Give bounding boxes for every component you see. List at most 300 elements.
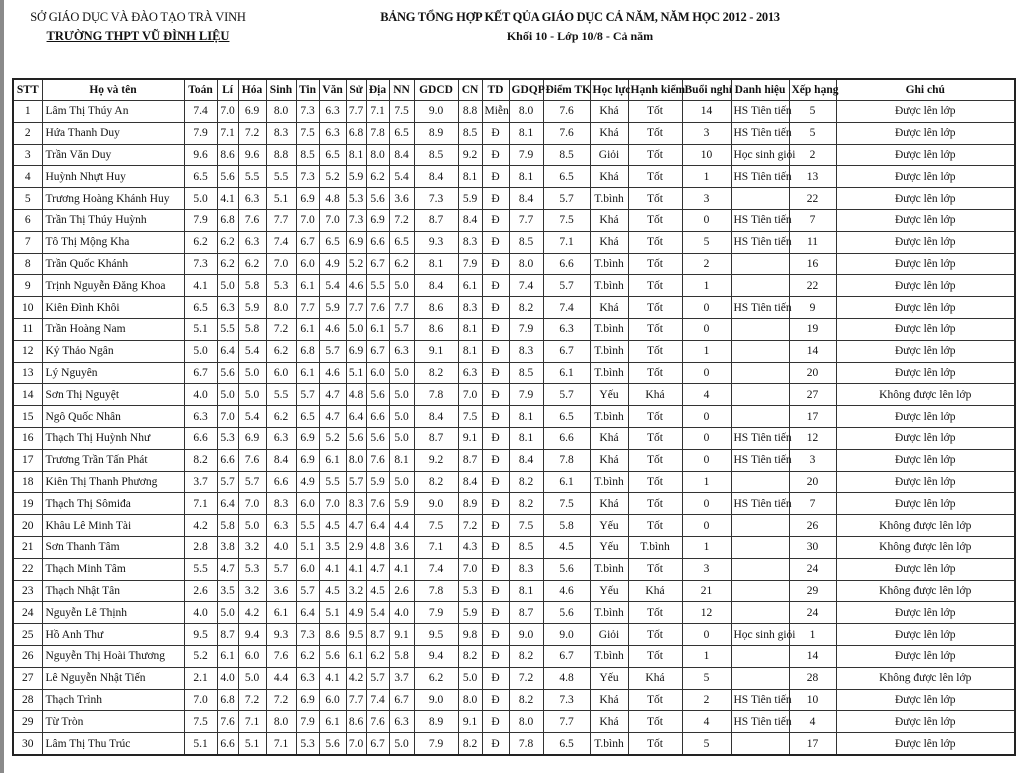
cell-defense-ed: 8.2 bbox=[509, 493, 543, 515]
cell-name: Trương Hoàng Khánh Huy bbox=[42, 188, 184, 210]
cell-average-score: 6.7 bbox=[543, 645, 590, 667]
cell-title-award: HS Tiên tiến bbox=[731, 101, 789, 123]
cell-academic-rank: Yếu bbox=[590, 515, 628, 537]
cell-conduct: Tốt bbox=[628, 558, 682, 580]
cell-chemistry: 5.9 bbox=[238, 297, 266, 319]
cell-history: 4.2 bbox=[346, 667, 366, 689]
cell-ranking: 12 bbox=[789, 427, 836, 449]
cell-civics: 9.0 bbox=[414, 101, 458, 123]
cell-informatics: 6.9 bbox=[296, 689, 319, 711]
cell-physical-ed: Đ bbox=[482, 275, 509, 297]
cell-geography: 7.8 bbox=[366, 122, 389, 144]
cell-defense-ed: 8.4 bbox=[509, 188, 543, 210]
cell-informatics: 7.9 bbox=[296, 711, 319, 733]
cell-defense-ed: 8.4 bbox=[509, 449, 543, 471]
cell-ranking: 11 bbox=[789, 231, 836, 253]
cell-informatics: 5.1 bbox=[296, 536, 319, 558]
cell-physics: 5.7 bbox=[217, 471, 238, 493]
cell-absences: 0 bbox=[682, 362, 731, 384]
cell-foreign-language: 5.9 bbox=[389, 493, 414, 515]
cell-academic-rank: Khá bbox=[590, 427, 628, 449]
cell-history: 7.0 bbox=[346, 733, 366, 755]
cell-chemistry: 7.6 bbox=[238, 449, 266, 471]
cell-defense-ed: 9.0 bbox=[509, 624, 543, 646]
cell-stt: 26 bbox=[13, 645, 42, 667]
cell-physics: 6.4 bbox=[217, 493, 238, 515]
cell-conduct: Tốt bbox=[628, 515, 682, 537]
cell-biology: 8.0 bbox=[266, 297, 296, 319]
cell-math: 5.5 bbox=[184, 558, 217, 580]
cell-defense-ed: 8.1 bbox=[509, 122, 543, 144]
cell-note: Được lên lớp bbox=[836, 318, 1015, 340]
cell-ranking: 7 bbox=[789, 209, 836, 231]
table-row bbox=[13, 231, 1015, 253]
cell-average-score: 5.7 bbox=[543, 275, 590, 297]
cell-physics: 6.6 bbox=[217, 449, 238, 471]
cell-conduct: Tốt bbox=[628, 602, 682, 624]
cell-academic-rank: T.bình bbox=[590, 406, 628, 428]
col-header-geography: Địa bbox=[366, 79, 389, 101]
cell-physical-ed: Đ bbox=[482, 471, 509, 493]
cell-technology: 7.0 bbox=[458, 558, 482, 580]
cell-biology: 8.4 bbox=[266, 449, 296, 471]
cell-absences: 21 bbox=[682, 580, 731, 602]
col-header-average-score: Điểm TK bbox=[543, 79, 590, 101]
cell-name: Trần Thị Thúy Huỳnh bbox=[42, 209, 184, 231]
cell-informatics: 6.9 bbox=[296, 449, 319, 471]
cell-technology: 8.9 bbox=[458, 493, 482, 515]
col-header-name: Họ và tên bbox=[42, 79, 184, 101]
cell-note: Được lên lớp bbox=[836, 427, 1015, 449]
cell-title-award bbox=[731, 384, 789, 406]
cell-name: Hồ Anh Thư bbox=[42, 624, 184, 646]
cell-absences: 0 bbox=[682, 209, 731, 231]
cell-physics: 6.8 bbox=[217, 689, 238, 711]
cell-biology: 5.3 bbox=[266, 275, 296, 297]
cell-physics: 8.6 bbox=[217, 144, 238, 166]
cell-foreign-language: 5.0 bbox=[389, 427, 414, 449]
cell-academic-rank: Yếu bbox=[590, 536, 628, 558]
cell-technology: 8.4 bbox=[458, 209, 482, 231]
cell-ranking: 20 bbox=[789, 471, 836, 493]
cell-ranking: 4 bbox=[789, 711, 836, 733]
cell-physics: 7.0 bbox=[217, 101, 238, 123]
cell-informatics: 7.0 bbox=[296, 209, 319, 231]
cell-stt: 8 bbox=[13, 253, 42, 275]
cell-stt: 10 bbox=[13, 297, 42, 319]
cell-technology: 9.2 bbox=[458, 144, 482, 166]
cell-biology: 8.8 bbox=[266, 144, 296, 166]
cell-ranking: 22 bbox=[789, 188, 836, 210]
cell-physical-ed: Đ bbox=[482, 188, 509, 210]
table-row bbox=[13, 689, 1015, 711]
cell-foreign-language: 4.4 bbox=[389, 515, 414, 537]
cell-technology: 8.1 bbox=[458, 318, 482, 340]
cell-average-score: 7.4 bbox=[543, 297, 590, 319]
cell-note: Được lên lớp bbox=[836, 275, 1015, 297]
cell-biology: 7.6 bbox=[266, 645, 296, 667]
cell-technology: 8.2 bbox=[458, 733, 482, 755]
cell-civics: 8.4 bbox=[414, 166, 458, 188]
col-header-biology: Sinh bbox=[266, 79, 296, 101]
cell-literature: 4.5 bbox=[319, 580, 346, 602]
cell-ranking: 29 bbox=[789, 580, 836, 602]
cell-average-score: 5.7 bbox=[543, 384, 590, 406]
cell-physics: 5.6 bbox=[217, 362, 238, 384]
cell-stt: 22 bbox=[13, 558, 42, 580]
cell-biology: 5.5 bbox=[266, 166, 296, 188]
cell-ranking: 24 bbox=[789, 602, 836, 624]
cell-physical-ed: Đ bbox=[482, 406, 509, 428]
cell-math: 5.0 bbox=[184, 340, 217, 362]
cell-physical-ed: Đ bbox=[482, 144, 509, 166]
cell-history: 4.7 bbox=[346, 515, 366, 537]
cell-math: 4.0 bbox=[184, 384, 217, 406]
cell-math: 5.0 bbox=[184, 188, 217, 210]
cell-literature: 6.5 bbox=[319, 231, 346, 253]
cell-chemistry: 5.4 bbox=[238, 340, 266, 362]
cell-conduct: Khá bbox=[628, 580, 682, 602]
cell-literature: 5.2 bbox=[319, 166, 346, 188]
cell-biology: 6.6 bbox=[266, 471, 296, 493]
cell-stt: 9 bbox=[13, 275, 42, 297]
cell-civics: 8.9 bbox=[414, 122, 458, 144]
cell-technology: 7.0 bbox=[458, 384, 482, 406]
cell-absences: 0 bbox=[682, 624, 731, 646]
cell-literature: 4.6 bbox=[319, 318, 346, 340]
cell-math: 3.7 bbox=[184, 471, 217, 493]
table-row bbox=[13, 711, 1015, 733]
cell-biology: 6.1 bbox=[266, 602, 296, 624]
cell-name: Ngô Quốc Nhân bbox=[42, 406, 184, 428]
cell-ranking: 22 bbox=[789, 275, 836, 297]
cell-physics: 6.4 bbox=[217, 340, 238, 362]
cell-technology: 7.9 bbox=[458, 253, 482, 275]
cell-academic-rank: T.bình bbox=[590, 733, 628, 755]
cell-literature: 4.7 bbox=[319, 406, 346, 428]
cell-average-score: 7.5 bbox=[543, 493, 590, 515]
cell-ranking: 26 bbox=[789, 515, 836, 537]
cell-conduct: Khá bbox=[628, 384, 682, 406]
cell-civics: 8.9 bbox=[414, 711, 458, 733]
cell-math: 6.6 bbox=[184, 427, 217, 449]
cell-biology: 6.3 bbox=[266, 427, 296, 449]
cell-conduct: Tốt bbox=[628, 645, 682, 667]
cell-geography: 4.7 bbox=[366, 558, 389, 580]
cell-literature: 5.4 bbox=[319, 275, 346, 297]
cell-conduct: Tốt bbox=[628, 166, 682, 188]
department-name: SỞ GIÁO DỤC VÀ ĐÀO TẠO TRÀ VINH bbox=[30, 10, 246, 24]
header-right bbox=[370, 10, 790, 44]
cell-physical-ed: Đ bbox=[482, 166, 509, 188]
cell-physical-ed: Đ bbox=[482, 689, 509, 711]
cell-technology: 6.1 bbox=[458, 275, 482, 297]
cell-ranking: 2 bbox=[789, 144, 836, 166]
cell-informatics: 6.0 bbox=[296, 558, 319, 580]
cell-ranking: 14 bbox=[789, 340, 836, 362]
cell-average-score: 5.8 bbox=[543, 515, 590, 537]
cell-title-award: HS Tiên tiến bbox=[731, 711, 789, 733]
cell-defense-ed: 7.4 bbox=[509, 275, 543, 297]
cell-ranking: 19 bbox=[789, 318, 836, 340]
cell-physics: 7.6 bbox=[217, 711, 238, 733]
cell-chemistry: 6.2 bbox=[238, 253, 266, 275]
cell-civics: 9.5 bbox=[414, 624, 458, 646]
cell-name: Thạch Thị Sômiđa bbox=[42, 493, 184, 515]
cell-history: 7.3 bbox=[346, 209, 366, 231]
cell-history: 6.8 bbox=[346, 122, 366, 144]
cell-stt: 20 bbox=[13, 515, 42, 537]
cell-average-score: 7.6 bbox=[543, 122, 590, 144]
cell-academic-rank: T.bình bbox=[590, 188, 628, 210]
cell-note: Được lên lớp bbox=[836, 602, 1015, 624]
cell-geography: 6.0 bbox=[366, 362, 389, 384]
cell-absences: 0 bbox=[682, 297, 731, 319]
cell-math: 4.0 bbox=[184, 602, 217, 624]
cell-defense-ed: 7.2 bbox=[509, 667, 543, 689]
cell-physical-ed: Đ bbox=[482, 536, 509, 558]
cell-name: Thạch Minh Tâm bbox=[42, 558, 184, 580]
cell-academic-rank: Khá bbox=[590, 297, 628, 319]
cell-title-award bbox=[731, 515, 789, 537]
cell-physics: 5.3 bbox=[217, 427, 238, 449]
cell-biology: 6.3 bbox=[266, 515, 296, 537]
cell-defense-ed: 8.1 bbox=[509, 166, 543, 188]
cell-civics: 7.1 bbox=[414, 536, 458, 558]
cell-foreign-language: 3.6 bbox=[389, 536, 414, 558]
cell-biology: 8.3 bbox=[266, 122, 296, 144]
cell-stt: 21 bbox=[13, 536, 42, 558]
cell-absences: 1 bbox=[682, 536, 731, 558]
cell-conduct: Tốt bbox=[628, 733, 682, 755]
cell-biology: 3.6 bbox=[266, 580, 296, 602]
cell-literature: 6.3 bbox=[319, 101, 346, 123]
cell-civics: 9.4 bbox=[414, 645, 458, 667]
cell-math: 4.1 bbox=[184, 275, 217, 297]
cell-physics: 6.2 bbox=[217, 253, 238, 275]
cell-physical-ed: Đ bbox=[482, 122, 509, 144]
cell-absences: 5 bbox=[682, 733, 731, 755]
cell-stt: 29 bbox=[13, 711, 42, 733]
cell-note: Được lên lớp bbox=[836, 645, 1015, 667]
cell-academic-rank: T.bình bbox=[590, 558, 628, 580]
cell-ranking: 5 bbox=[789, 101, 836, 123]
cell-history: 5.9 bbox=[346, 166, 366, 188]
cell-defense-ed: 8.5 bbox=[509, 231, 543, 253]
cell-informatics: 7.3 bbox=[296, 101, 319, 123]
cell-chemistry: 9.6 bbox=[238, 144, 266, 166]
col-header-defense-ed: GDQP bbox=[509, 79, 543, 101]
cell-math: 6.3 bbox=[184, 406, 217, 428]
cell-civics: 7.4 bbox=[414, 558, 458, 580]
cell-defense-ed: 8.1 bbox=[509, 580, 543, 602]
report-title: BẢNG TỔNG HỢP KẾT QỦA GIÁO DỤC CẢ NĂM, NĂM HỌC 2012 - 2013 bbox=[380, 10, 780, 24]
cell-biology: 7.2 bbox=[266, 689, 296, 711]
cell-informatics: 6.5 bbox=[296, 406, 319, 428]
cell-geography: 7.4 bbox=[366, 689, 389, 711]
window-left-border bbox=[0, 0, 4, 773]
cell-average-score: 8.5 bbox=[543, 144, 590, 166]
cell-history: 5.0 bbox=[346, 318, 366, 340]
table-row bbox=[13, 471, 1015, 493]
school-name: TRƯỜNG THPT VŨ ĐÌNH LIỆU bbox=[46, 29, 230, 43]
cell-literature: 4.9 bbox=[319, 253, 346, 275]
cell-biology: 5.1 bbox=[266, 188, 296, 210]
cell-absences: 3 bbox=[682, 122, 731, 144]
cell-biology: 6.2 bbox=[266, 340, 296, 362]
cell-ranking: 17 bbox=[789, 733, 836, 755]
cell-average-score: 7.5 bbox=[543, 209, 590, 231]
cell-physics: 3.8 bbox=[217, 536, 238, 558]
cell-physics: 4.0 bbox=[217, 667, 238, 689]
cell-title-award: HS Tiên tiến bbox=[731, 297, 789, 319]
cell-chemistry: 7.0 bbox=[238, 493, 266, 515]
table-row bbox=[13, 101, 1015, 123]
cell-name: Hứa Thanh Duy bbox=[42, 122, 184, 144]
cell-technology: 5.3 bbox=[458, 580, 482, 602]
cell-physical-ed: Đ bbox=[482, 318, 509, 340]
cell-foreign-language: 4.1 bbox=[389, 558, 414, 580]
cell-geography: 6.1 bbox=[366, 318, 389, 340]
cell-title-award: HS Tiên tiến bbox=[731, 166, 789, 188]
cell-civics: 6.2 bbox=[414, 667, 458, 689]
cell-technology: 8.3 bbox=[458, 231, 482, 253]
cell-biology: 7.4 bbox=[266, 231, 296, 253]
cell-foreign-language: 6.3 bbox=[389, 340, 414, 362]
cell-biology: 7.0 bbox=[266, 253, 296, 275]
cell-geography: 6.7 bbox=[366, 253, 389, 275]
cell-title-award: HS Tiên tiến bbox=[731, 122, 789, 144]
cell-physical-ed: Đ bbox=[482, 645, 509, 667]
cell-biology: 8.3 bbox=[266, 493, 296, 515]
cell-name: Sơn Thị Nguyệt bbox=[42, 384, 184, 406]
cell-title-award bbox=[731, 188, 789, 210]
cell-note: Được lên lớp bbox=[836, 362, 1015, 384]
cell-civics: 9.3 bbox=[414, 231, 458, 253]
cell-conduct: Tốt bbox=[628, 493, 682, 515]
col-header-chemistry: Hóa bbox=[238, 79, 266, 101]
table-row bbox=[13, 340, 1015, 362]
cell-conduct: Tốt bbox=[628, 275, 682, 297]
cell-informatics: 6.2 bbox=[296, 645, 319, 667]
cell-technology: 8.4 bbox=[458, 471, 482, 493]
cell-name: Thạch Thị Huỳnh Như bbox=[42, 427, 184, 449]
cell-note: Được lên lớp bbox=[836, 689, 1015, 711]
cell-history: 7.7 bbox=[346, 297, 366, 319]
cell-note: Được lên lớp bbox=[836, 188, 1015, 210]
cell-absences: 4 bbox=[682, 711, 731, 733]
cell-absences: 0 bbox=[682, 427, 731, 449]
cell-academic-rank: Yếu bbox=[590, 384, 628, 406]
cell-stt: 6 bbox=[13, 209, 42, 231]
cell-literature: 3.5 bbox=[319, 536, 346, 558]
cell-average-score: 7.7 bbox=[543, 711, 590, 733]
cell-title-award bbox=[731, 275, 789, 297]
cell-technology: 8.5 bbox=[458, 122, 482, 144]
cell-academic-rank: T.bình bbox=[590, 645, 628, 667]
header-left bbox=[18, 10, 258, 44]
cell-math: 6.7 bbox=[184, 362, 217, 384]
cell-academic-rank: Khá bbox=[590, 231, 628, 253]
table-row bbox=[13, 209, 1015, 231]
col-header-history: Sử bbox=[346, 79, 366, 101]
cell-foreign-language: 3.7 bbox=[389, 667, 414, 689]
cell-literature: 6.0 bbox=[319, 689, 346, 711]
cell-title-award: Học sinh giỏi bbox=[731, 144, 789, 166]
cell-informatics: 5.3 bbox=[296, 733, 319, 755]
col-header-physics: Lí bbox=[217, 79, 238, 101]
cell-math: 4.2 bbox=[184, 515, 217, 537]
col-header-technology: CN bbox=[458, 79, 482, 101]
cell-foreign-language: 6.2 bbox=[389, 253, 414, 275]
cell-note: Được lên lớp bbox=[836, 166, 1015, 188]
cell-informatics: 5.5 bbox=[296, 515, 319, 537]
cell-geography: 7.1 bbox=[366, 101, 389, 123]
cell-history: 7.7 bbox=[346, 689, 366, 711]
cell-physical-ed: Đ bbox=[482, 515, 509, 537]
cell-biology: 4.0 bbox=[266, 536, 296, 558]
cell-foreign-language: 5.0 bbox=[389, 733, 414, 755]
cell-technology: 4.3 bbox=[458, 536, 482, 558]
cell-name: Thạch Trình bbox=[42, 689, 184, 711]
cell-absences: 0 bbox=[682, 318, 731, 340]
cell-geography: 6.7 bbox=[366, 733, 389, 755]
cell-literature: 5.6 bbox=[319, 645, 346, 667]
cell-conduct: Tốt bbox=[628, 689, 682, 711]
cell-math: 7.3 bbox=[184, 253, 217, 275]
cell-history: 6.9 bbox=[346, 231, 366, 253]
cell-literature: 7.0 bbox=[319, 493, 346, 515]
cell-informatics: 6.1 bbox=[296, 362, 319, 384]
cell-defense-ed: 7.9 bbox=[509, 144, 543, 166]
cell-chemistry: 5.0 bbox=[238, 667, 266, 689]
cell-chemistry: 4.2 bbox=[238, 602, 266, 624]
cell-defense-ed: 7.5 bbox=[509, 515, 543, 537]
cell-note: Được lên lớp bbox=[836, 340, 1015, 362]
cell-foreign-language: 6.5 bbox=[389, 122, 414, 144]
cell-chemistry: 6.0 bbox=[238, 645, 266, 667]
table-header-row bbox=[13, 79, 1015, 101]
results-table bbox=[12, 78, 1016, 756]
cell-note: Không được lên lớp bbox=[836, 515, 1015, 537]
col-header-ranking: Xếp hạng bbox=[789, 79, 836, 101]
cell-name: Kỷ Thảo Ngân bbox=[42, 340, 184, 362]
cell-geography: 6.9 bbox=[366, 209, 389, 231]
col-header-academic-rank: Học lực bbox=[590, 79, 628, 101]
cell-geography: 7.6 bbox=[366, 493, 389, 515]
cell-biology: 9.3 bbox=[266, 624, 296, 646]
cell-ranking: 28 bbox=[789, 667, 836, 689]
cell-history: 8.3 bbox=[346, 493, 366, 515]
table-body bbox=[13, 101, 1015, 755]
cell-note: Được lên lớp bbox=[836, 231, 1015, 253]
cell-academic-rank: Khá bbox=[590, 449, 628, 471]
cell-title-award: HS Tiên tiến bbox=[731, 493, 789, 515]
cell-civics: 8.7 bbox=[414, 427, 458, 449]
cell-name: Nguyễn Thị Hoài Thương bbox=[42, 645, 184, 667]
cell-biology: 7.7 bbox=[266, 209, 296, 231]
cell-stt: 5 bbox=[13, 188, 42, 210]
cell-history: 8.1 bbox=[346, 144, 366, 166]
cell-informatics: 6.1 bbox=[296, 318, 319, 340]
cell-physical-ed: Đ bbox=[482, 340, 509, 362]
cell-note: Được lên lớp bbox=[836, 733, 1015, 755]
cell-biology: 6.2 bbox=[266, 406, 296, 428]
cell-biology: 7.2 bbox=[266, 318, 296, 340]
col-header-foreign-language: NN bbox=[389, 79, 414, 101]
cell-physical-ed: Đ bbox=[482, 602, 509, 624]
cell-absences: 3 bbox=[682, 188, 731, 210]
